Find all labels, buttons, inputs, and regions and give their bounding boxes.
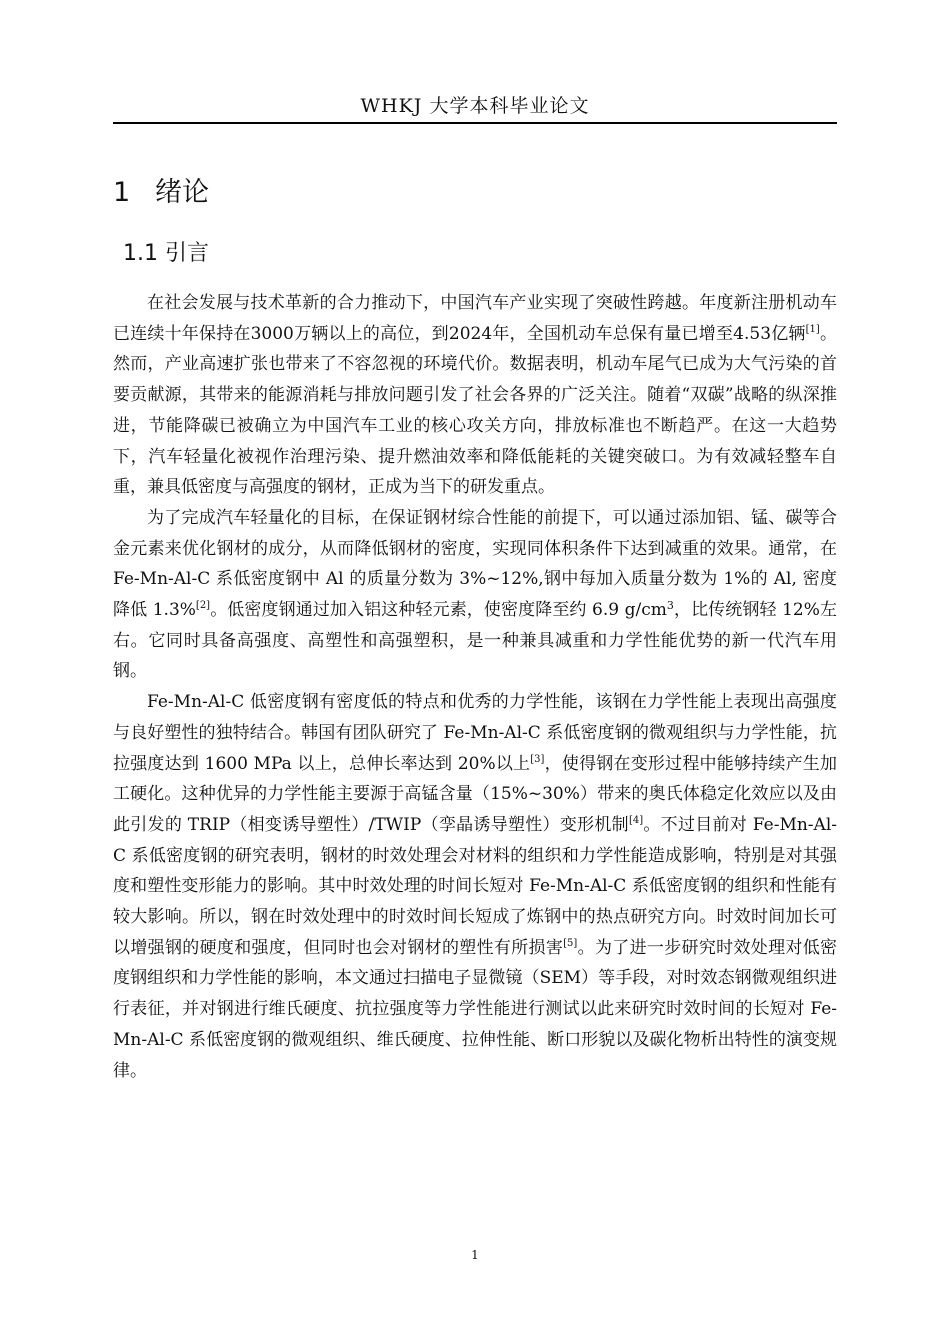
citation-1: [1]: [805, 323, 820, 335]
chapter-heading: [113, 170, 209, 209]
paragraph-3-text-c: 。不过目前对 Fe-Mn-Al-C 系低密度钢的研究表明，钢材的时效处理会对材料的组织和力学性能造成影响，特别是对其强度和塑性变形能力的影响。其中时效处理的时间长短对 Fe-Mn-Al-C 系低密度钢的组织和性能有较大影响。所以，钢在时效处理中的时效时间长短成了炼钢中的热点研究方向。时效时间加长可以增强钢的硬度和强度，但同时也会对钢材的塑性有所损害: [113, 814, 837, 958]
paragraph-1: [113, 288, 837, 503]
paragraph-2-text-a: 为了完成汽车轻量化的目标，在保证钢材综合性能的前提下，可以通过添加铝、锰、碳等合金元素来优化钢材的成分，从而降低钢材的密度，实现同体积条件下达到减重的效果。通常，在 Fe-Mn-Al-C 系低密度钢中 Al 的质量分数为 3%~12%,钢中每加入质量分数为 1%的 Al, 密度降低 1.3%: [113, 507, 837, 621]
paragraph-2-text-b: 。低密度钢通过加入铝这种轻元素，使密度降至约 6.9 g/cm: [210, 600, 667, 621]
chapter-number: 1: [113, 177, 131, 208]
citation-5: [5]: [563, 937, 578, 949]
citation-3: [3]: [530, 753, 545, 765]
paragraph-2-text-c: ，比传统钢轻 12%左右。它同时具备高强度、高塑性和高强塑积，是一种兼具减重和力学性能优势的新一代汽车用钢。: [113, 600, 838, 682]
paragraph-2: [113, 503, 837, 687]
paragraph-3-text-d: 。为了进一步研究时效处理对低密度钢组织和力学性能的影响，本文通过扫描电子显微镜（SEM）等手段，对时效态钢微观组织进行表征，并对钢进行维氏硬度、抗拉强度等力学性能进行测试以此来研究时效时间的长短对 Fe-Mn-Al-C 系低密度钢的微观组织、维氏硬度、拉伸性能、断口形貌以及碳化物析出特性的演变规律。: [113, 937, 838, 1081]
paragraph-1-text-b: 。然而，产业高速扩张也带来了不容忽视的环境代价。数据表明，机动车尾气已成为大气污染的首要贡献源，其带来的能源消耗与排放问题引发了社会各界的广泛关注。随着“双碳”战略的纵深推进，节能降碳已被确立为中国汽车工业的核心攻关方向，排放标准也不断趋严。在这一大趋势下，汽车轻量化被视作治理污染、提升燃油效率和降低能耗的关键突破口。为有效减轻整车自重，兼具低密度与高强度的钢材，正成为当下的研发重点。: [113, 323, 837, 498]
header-title: WHKJ 大学本科毕业论文: [360, 95, 590, 117]
page-number: 1: [471, 1248, 479, 1262]
citation-2: [2]: [195, 600, 211, 612]
unit-superscript: 3: [666, 599, 674, 613]
paragraph-3-text-a: Fe-Mn-Al-C 低密度钢有密度低的特点和优秀的力学性能，该钢在力学性能上表现出高强度与良好塑性的独特结合。韩国有团队研究了 Fe-Mn-Al-C 系低密度钢的微观组织与力学性能，抗拉强度达到 1600 MPa 以上，总伸长率达到 20%以上: [113, 692, 837, 774]
paragraph-3-text-b: ，使得钢在变形过程中能够持续产生加工硬化。这种优异的力学性能主要源于高锰含量（15%~30%）带来的奥氏体稳定化效应以及由此引发的 TRIP（相变诱导塑性）/TWIP（孪晶诱导塑性）变形机制: [113, 753, 838, 835]
body-text: [113, 288, 837, 1086]
section-heading: 1.1 引言: [123, 241, 209, 266]
paragraph-3: [113, 687, 837, 1086]
page-header: [113, 92, 837, 124]
paragraph-1-text-a: 在社会发展与技术革新的合力推动下，中国汽车产业实现了突破性跨越。年度新注册机动车已连续十年保持在3000万辆以上的高位，到2024年，全国机动车总保有量已增至4.53亿辆: [113, 293, 837, 344]
chapter-title: 绪论: [155, 177, 209, 208]
citation-4: [4]: [628, 814, 644, 826]
